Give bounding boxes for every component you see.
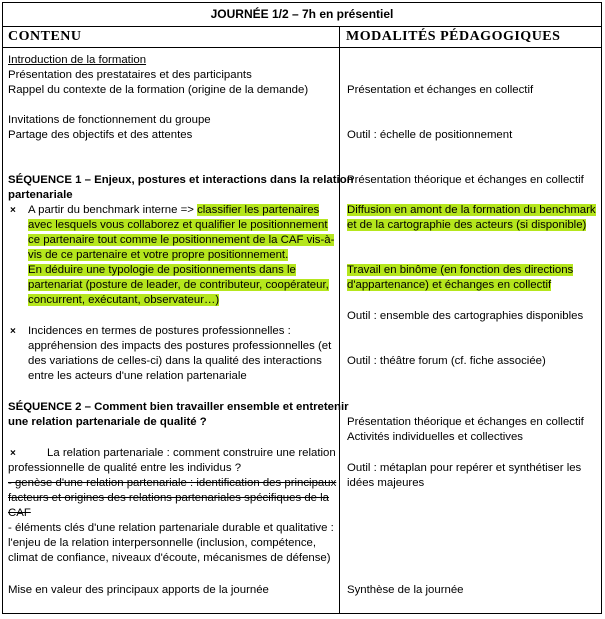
program-table (2, 2, 602, 614)
modality-5-line-2: d'appartenance) et échanges en collectif (347, 279, 552, 291)
key-elements-line-3: climat de confiance, niveaux d'écoute, mécanismes de défense) (8, 552, 331, 564)
bullet-1-line-2: avec lesquels vous collaborez et qualifier le positionnement (28, 219, 328, 231)
modality-2: Outil : échelle de positionnement (347, 129, 513, 141)
modality-8-line-2: Activités individuelles et collectives (347, 431, 523, 443)
bullet-3-line-1: La relation partenariale : comment construire une relation (47, 447, 336, 459)
bullet-1-line-5: En déduire une typologie de positionnements dans le (28, 264, 296, 276)
column-header-modalites: MODALITÉS PÉDAGOGIQUES (340, 26, 601, 48)
intro-title: Introduction de la formation (8, 54, 147, 66)
bullet-2-line-4: entre les acteurs d'une relation partenariale (28, 370, 247, 382)
struck-line-2: facteurs et origines des relations partenariales spécifiques de la (8, 492, 330, 504)
intro-line-2: Rappel du contexte de la formation (origine de la demande) (8, 84, 309, 96)
modality-4-line-1: Diffusion en amont de la formation du benchmark (347, 204, 596, 216)
closing-line: Mise en valeur des principaux apports de la journée (8, 584, 269, 596)
table-title: JOURNÉE 1/2 – 7h en présentiel (3, 3, 601, 27)
modality-1: Présentation et échanges en collectif (347, 84, 534, 96)
invitation-line-2: Partage des objectifs et des attentes (8, 129, 193, 141)
modality-4-line-2: et de la cartographie des acteurs (si disponible) (347, 219, 587, 231)
bullet-icon: × (10, 326, 16, 337)
struck-line-3: CAF (8, 507, 31, 519)
bullet-2-line-1: Incidences en termes de postures professionnelles : (28, 325, 291, 337)
modality-7: Outil : théâtre forum (cf. fiche associée) (347, 355, 546, 367)
bullet-1-line-6: partenariat (posture de leader, de contributeur, coopérateur, (28, 279, 329, 291)
column-divider (339, 26, 340, 614)
key-elements-line-2: l'enjeu de la relation interpersonnelle (inclusion, compétence, (8, 537, 317, 549)
sequence-2-title: SÉQUENCE 2 – Comment bien travailler ensemble et entretenir (8, 401, 349, 413)
modality-6: Outil : ensemble des cartographies disponibles (347, 310, 584, 322)
struck-line-1: - genèse d'une relation partenariale : identification des principaux (8, 477, 337, 489)
column-header-contenu: CONTENU (3, 26, 339, 48)
bullet-2-line-2: appréhension des impacts des postures professionnelles (et (28, 340, 332, 352)
bullet-2-line-3: des variations de celles-ci) dans la qualité des interactions (28, 355, 322, 367)
intro-line-1: Présentation des prestataires et des participants (8, 69, 252, 81)
sequence-1-title-cont: partenariale (8, 189, 73, 201)
bullet-1-line-4: vis de ce partenaire et votre propre positionnement. (28, 249, 289, 261)
modality-3: Présentation théorique et échanges en collectif (347, 174, 584, 186)
modality-9-line-2: idées majeures (347, 477, 425, 489)
bullet-1-line-7: concurrent, exécutant, observateur…) (28, 294, 220, 306)
bullet-3-line-2: professionnelle de qualité entre les individus ? (8, 462, 242, 474)
modality-8-line-1: Présentation théorique et échanges en collectif (347, 416, 584, 428)
sequence-2-title-cont: une relation partenariale de qualité ? (8, 416, 207, 428)
sequence-1-title: SÉQUENCE 1 – Enjeux, postures et interactions dans la relation (8, 174, 354, 186)
modality-5-line-1: Travail en binôme (en fonction des directions (347, 264, 574, 276)
bullet-1-line-3: ce partenaire tout comme le positionnement de la CAF vis-à- (28, 234, 335, 246)
modality-10: Synthèse de la journée (347, 584, 464, 596)
bullet-icon: × (10, 205, 16, 216)
bullet-icon: × (10, 448, 16, 459)
bullet-1-line-1: A partir du benchmark interne => classifier les partenaires (28, 204, 320, 216)
key-elements-line-1: - éléments clés d'une relation partenariale durable et qualitative : (8, 522, 334, 534)
modality-9-line-1: Outil : métaplan pour repérer et synthétiser les (347, 462, 582, 474)
invitation-line-1: Invitations de fonctionnement du groupe (8, 114, 211, 126)
